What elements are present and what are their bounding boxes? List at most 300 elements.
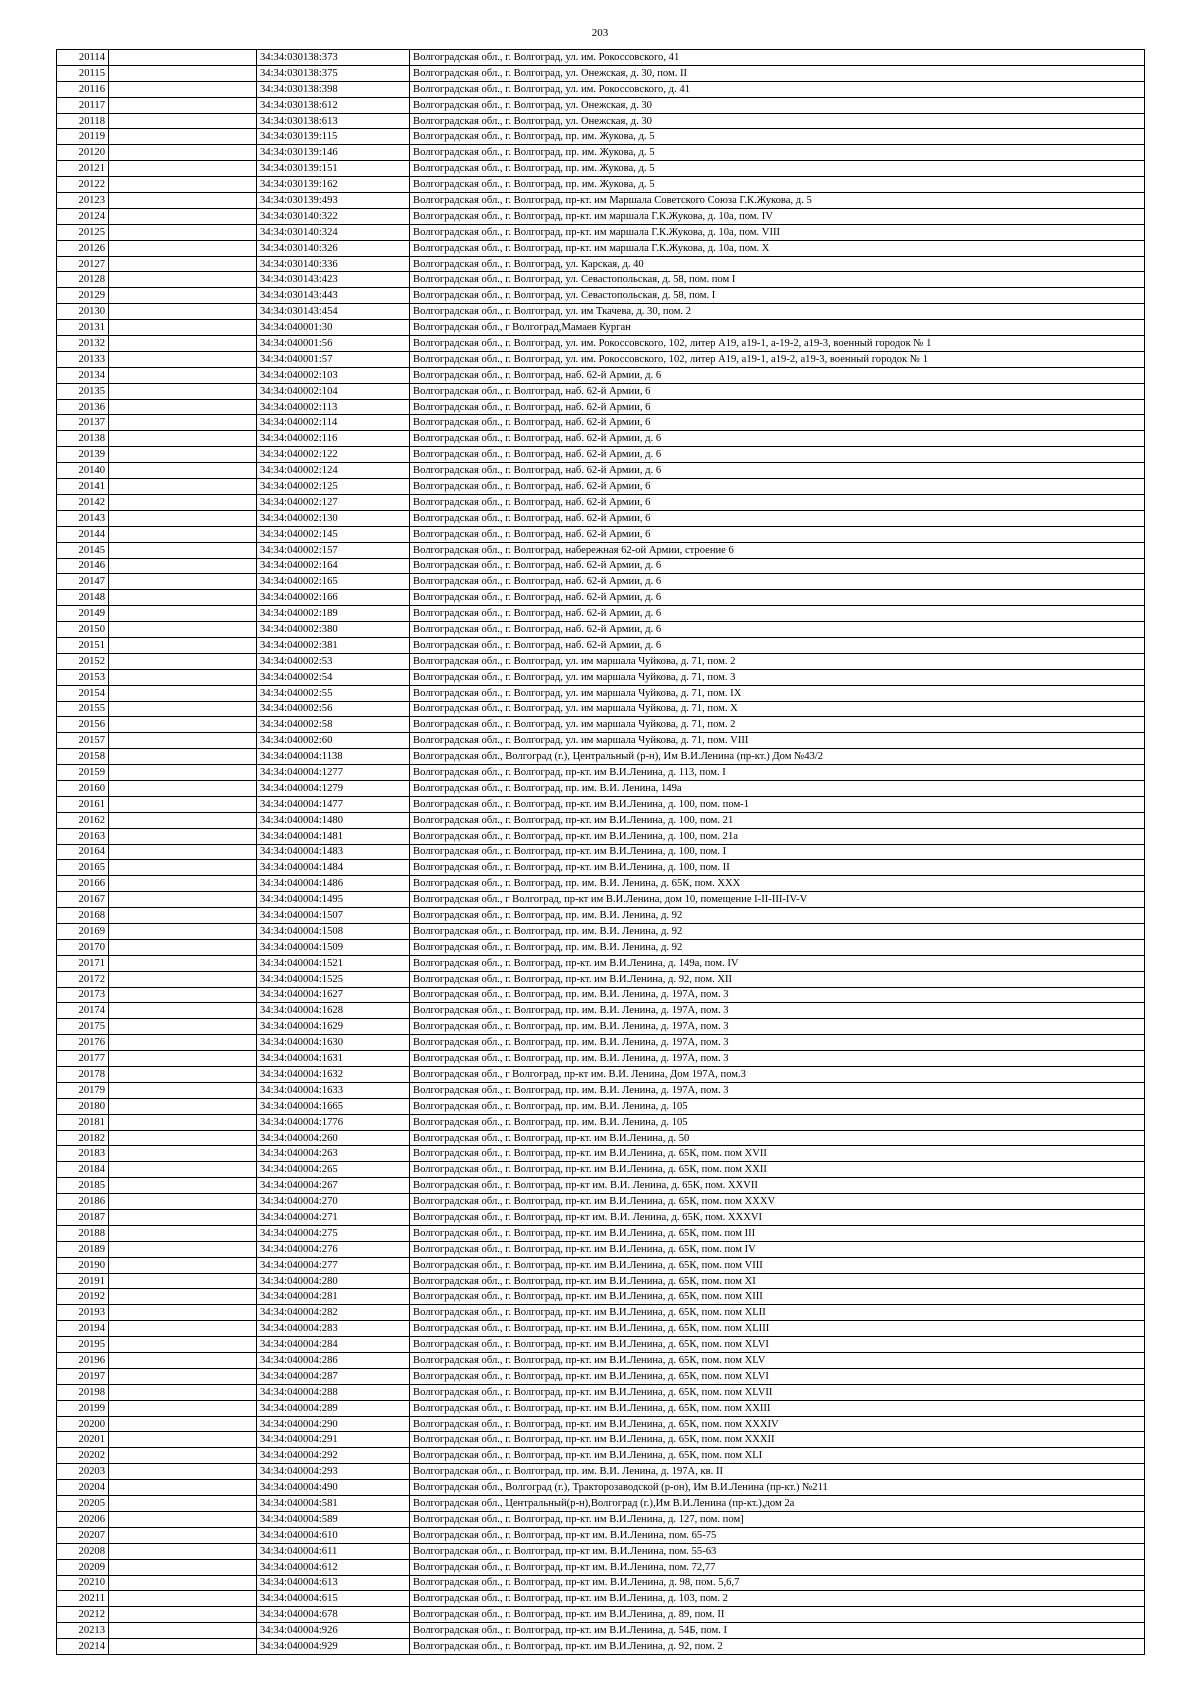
table-row — [57, 1098, 1145, 1114]
table-row — [57, 1543, 1145, 1559]
address: Волгоградская обл., г. Волгоград, пр-кт им. В.И.Ленина, пом. 65-75 — [410, 1527, 1145, 1543]
cadastral-number: 34:34:030139:115 — [257, 129, 410, 145]
cadastral-number: 34:34:040002:53 — [257, 653, 410, 669]
empty-cell — [109, 653, 257, 669]
empty-cell — [109, 542, 257, 558]
row-number: 20164 — [57, 844, 109, 860]
empty-cell — [109, 1527, 257, 1543]
table-row — [57, 336, 1145, 352]
table-row — [57, 1067, 1145, 1083]
empty-cell — [109, 224, 257, 240]
row-number: 20163 — [57, 828, 109, 844]
table-row — [57, 161, 1145, 177]
address: Волгоградская обл., г. Волгоград, ул. им. Рокоссовского, 102, литер А19, а19-1, а-19-2, а19-3, военный городок № 1 — [410, 336, 1145, 352]
empty-cell — [109, 717, 257, 733]
address: Волгоградская обл., г. Волгоград, наб. 62-й Армии, д. 6 — [410, 590, 1145, 606]
cadastral-number: 34:34:040004:926 — [257, 1623, 410, 1639]
address: Волгоградская обл., г. Волгоград, пр. им. Жукова, д. 5 — [410, 129, 1145, 145]
cadastral-number: 34:34:040004:1665 — [257, 1098, 410, 1114]
row-number: 20159 — [57, 765, 109, 781]
cadastral-number: 34:34:040002:54 — [257, 669, 410, 685]
cadastral-number: 34:34:040004:611 — [257, 1543, 410, 1559]
row-number: 20146 — [57, 558, 109, 574]
cadastral-number: 34:34:040002:116 — [257, 431, 410, 447]
table-row — [57, 479, 1145, 495]
cadastral-number: 34:34:040004:286 — [257, 1353, 410, 1369]
table-row — [57, 208, 1145, 224]
address: Волгоградская обл., г. Волгоград, ул. им маршала Чуйкова, д. 71, пом. 2 — [410, 653, 1145, 669]
address: Волгоградская обл., г. Волгоград, пр-кт. им В.И.Ленина, д. 65К, пом. пом XLV — [410, 1353, 1145, 1369]
cadastral-number: 34:34:040004:615 — [257, 1591, 410, 1607]
cadastral-number: 34:34:040004:260 — [257, 1130, 410, 1146]
empty-cell — [109, 685, 257, 701]
table-row — [57, 351, 1145, 367]
cadastral-number: 34:34:040004:613 — [257, 1575, 410, 1591]
cadastral-number: 34:34:040004:1483 — [257, 844, 410, 860]
address: Волгоградская обл., г Волгоград,Мамаев Курган — [410, 320, 1145, 336]
empty-cell — [109, 1098, 257, 1114]
address: Волгоградская обл., г. Волгоград, пр. им. В.И. Ленина, д. 197А, пом. 3 — [410, 1019, 1145, 1035]
table-row — [57, 844, 1145, 860]
cadastral-number: 34:34:040004:678 — [257, 1607, 410, 1623]
empty-cell — [109, 1114, 257, 1130]
empty-cell — [109, 1019, 257, 1035]
address: Волгоградская обл., г. Волгоград, пр-кт. им В.И.Ленина, д. 65К, пом. пом XXXIV — [410, 1416, 1145, 1432]
address: Волгоградская обл., г. Волгоград, пр-кт им. В.И.Ленина, пом. 55-63 — [410, 1543, 1145, 1559]
empty-cell — [109, 1496, 257, 1512]
cadastral-number: 34:34:030138:375 — [257, 65, 410, 81]
empty-cell — [109, 1607, 257, 1623]
address: Волгоградская обл., г. Волгоград, пр-кт. им В.И.Ленина, д. 65К, пом. пом XLVII — [410, 1384, 1145, 1400]
address: Волгоградская обл., г. Волгоград, пр-кт. им маршала Г.К.Жукова, д. 10а, пом. VIII — [410, 224, 1145, 240]
table-row — [57, 1114, 1145, 1130]
row-number: 20151 — [57, 637, 109, 653]
table-row — [57, 447, 1145, 463]
empty-cell — [109, 1543, 257, 1559]
address: Волгоградская обл., г. Волгоград, наб. 62-й Армии, д. 6 — [410, 367, 1145, 383]
table-row — [57, 367, 1145, 383]
cadastral-number: 34:34:030138:613 — [257, 113, 410, 129]
cadastral-number: 34:34:040004:1630 — [257, 1035, 410, 1051]
empty-cell — [109, 431, 257, 447]
address: Волгоградская обл., г. Волгоград, пр-кт. им В.И.Ленина, д. 65К, пом. пом III — [410, 1225, 1145, 1241]
address: Волгоградская обл., г. Волгоград, ул. Севастопольская, д. 58, пом. пом I — [410, 272, 1145, 288]
address: Волгоградская обл., г. Волгоград, пр-кт. им В.И.Ленина, д. 113, пом. I — [410, 765, 1145, 781]
table-row — [57, 399, 1145, 415]
address: Волгоградская обл., г. Волгоград, наб. 62-й Армии, д. 6 — [410, 606, 1145, 622]
table-row — [57, 1257, 1145, 1273]
address: Волгоградская обл., г. Волгоград, пр-кт. им В.И.Ленина, д. 100, пом. II — [410, 860, 1145, 876]
row-number: 20129 — [57, 288, 109, 304]
address: Волгоградская обл., г. Волгоград, пр-кт. им В.И.Ленина, д. 100, пом. I — [410, 844, 1145, 860]
empty-cell — [109, 1289, 257, 1305]
row-number: 20125 — [57, 224, 109, 240]
empty-cell — [109, 320, 257, 336]
address: Волгоградская обл., г. Волгоград, пр. им. Жукова, д. 5 — [410, 177, 1145, 193]
row-number: 20170 — [57, 939, 109, 955]
empty-cell — [109, 860, 257, 876]
row-number: 20122 — [57, 177, 109, 193]
row-number: 20126 — [57, 240, 109, 256]
cadastral-number: 34:34:040004:929 — [257, 1639, 410, 1655]
row-number: 20185 — [57, 1178, 109, 1194]
empty-cell — [109, 65, 257, 81]
empty-cell — [109, 637, 257, 653]
table-row — [57, 304, 1145, 320]
empty-cell — [109, 1384, 257, 1400]
empty-cell — [109, 1639, 257, 1655]
empty-cell — [109, 780, 257, 796]
row-number: 20138 — [57, 431, 109, 447]
cadastral-number: 34:34:030140:324 — [257, 224, 410, 240]
empty-cell — [109, 701, 257, 717]
address: Волгоградская обл., г. Волгоград, пр-кт. им В.И.Ленина, д. 100, пом. пом-1 — [410, 796, 1145, 812]
cadastral-number: 34:34:030139:162 — [257, 177, 410, 193]
row-number: 20166 — [57, 876, 109, 892]
cadastral-number: 34:34:040004:1484 — [257, 860, 410, 876]
cadastral-number: 34:34:030138:373 — [257, 50, 410, 66]
cadastral-number: 34:34:040004:289 — [257, 1400, 410, 1416]
empty-cell — [109, 447, 257, 463]
empty-cell — [109, 908, 257, 924]
table-row — [57, 1384, 1145, 1400]
table-row — [57, 1591, 1145, 1607]
address: Волгоградская обл., г. Волгоград, ул. им маршала Чуйкова, д. 71, пом. 3 — [410, 669, 1145, 685]
table-row — [57, 240, 1145, 256]
cadastral-number: 34:34:040002:145 — [257, 526, 410, 542]
empty-cell — [109, 1130, 257, 1146]
table-row — [57, 1559, 1145, 1575]
address: Волгоградская обл., г. Волгоград, пр. им. В.И. Ленина, д. 197А, пом. 3 — [410, 987, 1145, 1003]
empty-cell — [109, 923, 257, 939]
row-number: 20186 — [57, 1194, 109, 1210]
row-number: 20200 — [57, 1416, 109, 1432]
row-number: 20155 — [57, 701, 109, 717]
address: Волгоградская обл., г. Волгоград, пр-кт. им В.И.Ленина, д. 65К, пом. пом XXXV — [410, 1194, 1145, 1210]
table-row — [57, 494, 1145, 510]
cadastral-number: 34:34:040001:57 — [257, 351, 410, 367]
cadastral-number: 34:34:030139:146 — [257, 145, 410, 161]
address: Волгоградская обл., г. Волгоград, наб. 62-й Армии, д. 6 — [410, 558, 1145, 574]
row-number: 20160 — [57, 780, 109, 796]
table-row — [57, 780, 1145, 796]
row-number: 20130 — [57, 304, 109, 320]
row-number: 20144 — [57, 526, 109, 542]
row-number: 20158 — [57, 749, 109, 765]
table-row — [57, 129, 1145, 145]
address: Волгоградская обл., г. Волгоград, наб. 62-й Армии, д. 6 — [410, 463, 1145, 479]
row-number: 20173 — [57, 987, 109, 1003]
empty-cell — [109, 129, 257, 145]
table-row — [57, 542, 1145, 558]
cadastral-number: 34:34:040001:56 — [257, 336, 410, 352]
row-number: 20198 — [57, 1384, 109, 1400]
table-row — [57, 590, 1145, 606]
row-number: 20148 — [57, 590, 109, 606]
table-row — [57, 1480, 1145, 1496]
cadastral-number: 34:34:040004:1277 — [257, 765, 410, 781]
address: Волгоградская обл., г. Волгоград, ул. им Ткачева, д. 30, пом. 2 — [410, 304, 1145, 320]
table-row — [57, 145, 1145, 161]
table-row — [57, 637, 1145, 653]
cadastral-number: 34:34:040002:114 — [257, 415, 410, 431]
table-row — [57, 987, 1145, 1003]
empty-cell — [109, 765, 257, 781]
table-row — [57, 1210, 1145, 1226]
cadastral-number: 34:34:030140:322 — [257, 208, 410, 224]
address: Волгоградская обл., г. Волгоград, наб. 62-й Армии, 6 — [410, 494, 1145, 510]
empty-cell — [109, 256, 257, 272]
cadastral-number: 34:34:040004:1509 — [257, 939, 410, 955]
empty-cell — [109, 510, 257, 526]
row-number: 20195 — [57, 1337, 109, 1353]
empty-cell — [109, 987, 257, 1003]
row-number: 20161 — [57, 796, 109, 812]
address: Волгоградская обл., г. Волгоград, ул. Карская, д. 40 — [410, 256, 1145, 272]
table-row — [57, 177, 1145, 193]
cadastral-number: 34:34:040002:380 — [257, 622, 410, 638]
empty-cell — [109, 733, 257, 749]
empty-cell — [109, 161, 257, 177]
address: Волгоградская обл., Центральный(р-н),Волгоград (г.),Им В.И.Ленина (пр-кт.),дом 2а — [410, 1496, 1145, 1512]
page-number: 203 — [591, 27, 609, 39]
address: Волгоградская обл., г. Волгоград, ул. им маршала Чуйкова, д. 71, пом. VIII — [410, 733, 1145, 749]
table-row — [57, 1337, 1145, 1353]
table-row — [57, 256, 1145, 272]
row-number: 20133 — [57, 351, 109, 367]
table-row — [57, 1448, 1145, 1464]
table-body — [57, 50, 1145, 1655]
address: Волгоградская обл., г. Волгоград, наб. 62-й Армии, 6 — [410, 383, 1145, 399]
address: Волгоградская обл., г. Волгоград, пр-кт. им В.И.Ленина, д. 65К, пом. пом VIII — [410, 1257, 1145, 1273]
cadastral-number: 34:34:040002:113 — [257, 399, 410, 415]
address: Волгоградская обл., г. Волгоград, ул. им. Рокоссовского, д. 41 — [410, 81, 1145, 97]
cadastral-number: 34:34:040004:581 — [257, 1496, 410, 1512]
address: Волгоградская обл., г. Волгоград, пр-кт. им В.И.Ленина, д. 100, пом. 21 — [410, 812, 1145, 828]
cadastral-number: 34:34:040002:165 — [257, 574, 410, 590]
row-number: 20135 — [57, 383, 109, 399]
address: Волгоградская обл., г. Волгоград, пр-кт. им В.И.Ленина, д. 65К, пом. пом XI — [410, 1273, 1145, 1289]
cadastral-number: 34:34:030139:493 — [257, 193, 410, 209]
row-number: 20131 — [57, 320, 109, 336]
table-row — [57, 1082, 1145, 1098]
row-number: 20205 — [57, 1496, 109, 1512]
row-number: 20176 — [57, 1035, 109, 1051]
address: Волгоградская обл., г. Волгоград, пр-кт. им В.И.Ленина, д. 149а, пом. IV — [410, 955, 1145, 971]
empty-cell — [109, 1162, 257, 1178]
empty-cell — [109, 939, 257, 955]
cadastral-number: 34:34:030143:423 — [257, 272, 410, 288]
address: Волгоградская обл., г. Волгоград, пр. им. В.И. Ленина, 149а — [410, 780, 1145, 796]
table-row — [57, 812, 1145, 828]
cadastral-number: 34:34:040004:277 — [257, 1257, 410, 1273]
row-number: 20204 — [57, 1480, 109, 1496]
cadastral-number: 34:34:040004:1486 — [257, 876, 410, 892]
table-row — [57, 97, 1145, 113]
row-number: 20152 — [57, 653, 109, 669]
empty-cell — [109, 208, 257, 224]
row-number: 20190 — [57, 1257, 109, 1273]
empty-cell — [109, 304, 257, 320]
empty-cell — [109, 1416, 257, 1432]
address: Волгоградская обл., г. Волгоград, наб. 62-й Армии, 6 — [410, 526, 1145, 542]
row-number: 20114 — [57, 50, 109, 66]
empty-cell — [109, 272, 257, 288]
row-number: 20153 — [57, 669, 109, 685]
address: Волгоградская обл., г. Волгоград, пр-кт. им В.И.Ленина, д. 92, пом. XII — [410, 971, 1145, 987]
empty-cell — [109, 1448, 257, 1464]
table-row — [57, 288, 1145, 304]
cadastral-number: 34:34:040004:291 — [257, 1432, 410, 1448]
cadastral-number: 34:34:040002:166 — [257, 590, 410, 606]
empty-cell — [109, 1082, 257, 1098]
row-number: 20179 — [57, 1082, 109, 1098]
cadastral-number: 34:34:040004:270 — [257, 1194, 410, 1210]
cadastral-number: 34:34:040002:104 — [257, 383, 410, 399]
row-number: 20156 — [57, 717, 109, 733]
cadastral-number: 34:34:040004:1525 — [257, 971, 410, 987]
row-number: 20193 — [57, 1305, 109, 1321]
cadastral-number: 34:34:040004:1776 — [257, 1114, 410, 1130]
cadastral-number: 34:34:030138:398 — [257, 81, 410, 97]
address: Волгоградская обл., г. Волгоград, пр. им. В.И. Ленина, д. 65К, пом. XXX — [410, 876, 1145, 892]
cadastral-number: 34:34:040001:30 — [257, 320, 410, 336]
cadastral-number: 34:34:040004:288 — [257, 1384, 410, 1400]
cadastral-number: 34:34:040002:127 — [257, 494, 410, 510]
table-row — [57, 860, 1145, 876]
cadastral-number: 34:34:040004:283 — [257, 1321, 410, 1337]
empty-cell — [109, 1051, 257, 1067]
table-row — [57, 701, 1145, 717]
empty-cell — [109, 1241, 257, 1257]
cadastral-number: 34:34:040004:275 — [257, 1225, 410, 1241]
address: Волгоградская обл., г. Волгоград, пр-кт. им В.И.Ленина, д. 65К, пом. пом XXIII — [410, 1400, 1145, 1416]
address: Волгоградская обл., г. Волгоград, пр. им. В.И. Ленина, д. 92 — [410, 908, 1145, 924]
row-number: 20132 — [57, 336, 109, 352]
table-row — [57, 81, 1145, 97]
address: Волгоградская обл., г. Волгоград, пр-кт. им В.И.Ленина, д. 65К, пом. пом XIII — [410, 1289, 1145, 1305]
empty-cell — [109, 1591, 257, 1607]
address: Волгоградская обл., г. Волгоград, пр. им. Жукова, д. 5 — [410, 145, 1145, 161]
empty-cell — [109, 1273, 257, 1289]
empty-cell — [109, 828, 257, 844]
row-number: 20141 — [57, 479, 109, 495]
row-number: 20157 — [57, 733, 109, 749]
cadastral-number: 34:34:030139:151 — [257, 161, 410, 177]
cadastral-number: 34:34:040004:1495 — [257, 892, 410, 908]
table-row — [57, 510, 1145, 526]
table-row — [57, 1003, 1145, 1019]
address: Волгоградская обл., г. Волгоград, пр. им. В.И. Ленина, д. 197А, пом. 3 — [410, 1082, 1145, 1098]
row-number: 20154 — [57, 685, 109, 701]
row-number: 20180 — [57, 1098, 109, 1114]
row-number: 20174 — [57, 1003, 109, 1019]
row-number: 20172 — [57, 971, 109, 987]
address: Волгоградская обл., г. Волгоград, пр-кт. им В.И.Ленина, д. 65К, пом. пом XXII — [410, 1162, 1145, 1178]
cadastral-number: 34:34:040004:1477 — [257, 796, 410, 812]
row-number: 20208 — [57, 1543, 109, 1559]
table-row — [57, 1225, 1145, 1241]
empty-cell — [109, 669, 257, 685]
table-row — [57, 224, 1145, 240]
cadastral-number: 34:34:040004:1138 — [257, 749, 410, 765]
address: Волгоградская обл., г. Волгоград, пр-кт им. В.И.Ленина, пом. 72,77 — [410, 1559, 1145, 1575]
cadastral-number: 34:34:040004:284 — [257, 1337, 410, 1353]
cadastral-number: 34:34:040004:1627 — [257, 987, 410, 1003]
empty-cell — [109, 367, 257, 383]
empty-cell — [109, 383, 257, 399]
cadastral-number: 34:34:040004:1628 — [257, 1003, 410, 1019]
row-number: 20187 — [57, 1210, 109, 1226]
empty-cell — [109, 1210, 257, 1226]
table-row — [57, 796, 1145, 812]
table-row — [57, 1162, 1145, 1178]
address: Волгоградская обл., г. Волгоград, пр. им. В.И. Ленина, д. 197А, пом. 3 — [410, 1051, 1145, 1067]
row-number: 20211 — [57, 1591, 109, 1607]
table-row — [57, 828, 1145, 844]
cadastral-number: 34:34:040004:267 — [257, 1178, 410, 1194]
address: Волгоградская обл., г. Волгоград, наб. 62-й Армии, д. 6 — [410, 622, 1145, 638]
table-row — [57, 765, 1145, 781]
address: Волгоградская обл., г. Волгоград, пр-кт. им В.И.Ленина, д. 65К, пом. пом XLI — [410, 1448, 1145, 1464]
empty-cell — [109, 1400, 257, 1416]
row-number: 20117 — [57, 97, 109, 113]
empty-cell — [109, 1432, 257, 1448]
address: Волгоградская обл., г. Волгоград, пр-кт. им В.И.Ленина, д. 65К, пом. пом XVII — [410, 1146, 1145, 1162]
address: Волгоградская обл., г. Волгоград, ул. им. Рокоссовского, 102, литер А19, а19-1, а19-2, а19-3, военный городок № 1 — [410, 351, 1145, 367]
address: Волгоградская обл., г. Волгоград, пр-кт. им В.И.Ленина, д. 50 — [410, 1130, 1145, 1146]
empty-cell — [109, 1559, 257, 1575]
table-row — [57, 431, 1145, 447]
empty-cell — [109, 622, 257, 638]
table-row — [57, 1496, 1145, 1512]
address: Волгоградская обл., г. Волгоград, пр-кт. им маршала Г.К.Жукова, д. 10а, пом. X — [410, 240, 1145, 256]
row-number: 20165 — [57, 860, 109, 876]
cadastral-number: 34:34:040004:612 — [257, 1559, 410, 1575]
table-row — [57, 1241, 1145, 1257]
cadastral-number: 34:34:040002:58 — [257, 717, 410, 733]
table-row — [57, 383, 1145, 399]
row-number: 20207 — [57, 1527, 109, 1543]
cadastral-number: 34:34:040004:287 — [257, 1368, 410, 1384]
address: Волгоградская обл., г. Волгоград, ул. им маршала Чуйкова, д. 71, пом. IX — [410, 685, 1145, 701]
row-number: 20140 — [57, 463, 109, 479]
table-row — [57, 1527, 1145, 1543]
empty-cell — [109, 1305, 257, 1321]
empty-cell — [109, 955, 257, 971]
row-number: 20137 — [57, 415, 109, 431]
cadastral-number: 34:34:040004:589 — [257, 1511, 410, 1527]
table-row — [57, 733, 1145, 749]
row-number: 20213 — [57, 1623, 109, 1639]
row-number: 20116 — [57, 81, 109, 97]
cadastral-number: 34:34:040002:60 — [257, 733, 410, 749]
empty-cell — [109, 526, 257, 542]
empty-cell — [109, 1257, 257, 1273]
table-row — [57, 193, 1145, 209]
address: Волгоградская обл., г. Волгоград, пр-кт. им В.И.Ленина, д. 65К, пом. пом XLII — [410, 1305, 1145, 1321]
address: Волгоградская обл., г Волгоград, пр-кт им. В.И. Ленина, Дом 197А, пом.3 — [410, 1067, 1145, 1083]
address: Волгоградская обл., г. Волгоград, пр-кт. им В.И.Ленина, д. 103, пом. 2 — [410, 1591, 1145, 1607]
row-number: 20212 — [57, 1607, 109, 1623]
cadastral-number: 34:34:040004:490 — [257, 1480, 410, 1496]
table-row — [57, 320, 1145, 336]
row-number: 20201 — [57, 1432, 109, 1448]
cadastral-number: 34:34:040004:1508 — [257, 923, 410, 939]
row-number: 20197 — [57, 1368, 109, 1384]
address: Волгоградская обл., г. Волгоград, пр-кт им. В.И. Ленина, д. 65К, пом. XXVII — [410, 1178, 1145, 1194]
empty-cell — [109, 81, 257, 97]
